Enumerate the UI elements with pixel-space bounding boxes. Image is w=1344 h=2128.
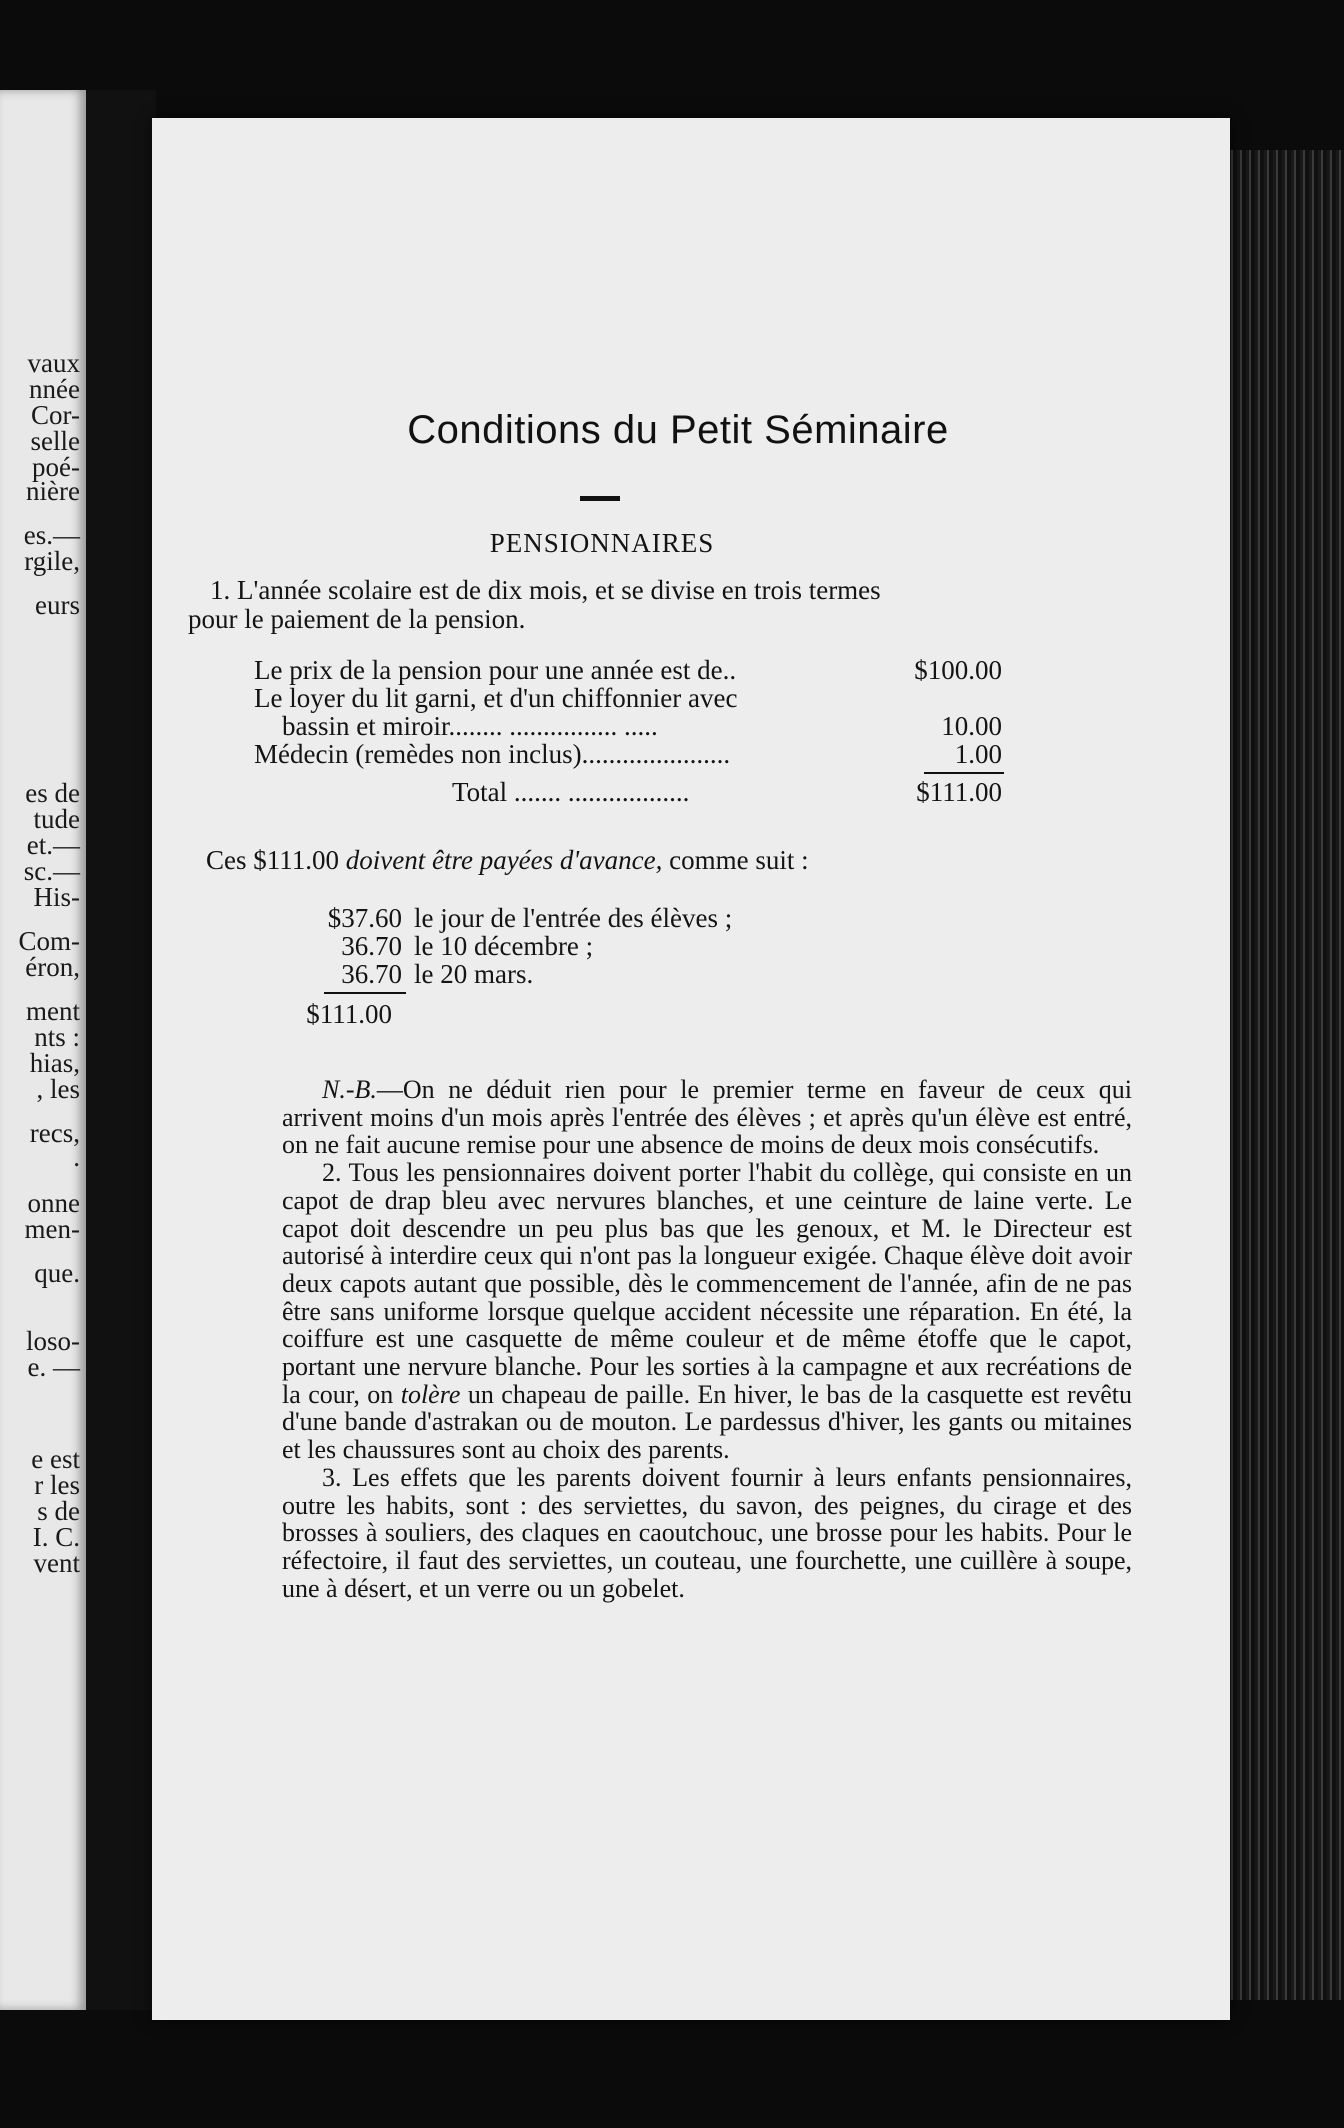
left-fragment-line: rgile, (24, 546, 80, 576)
advance-prefix: Ces $111.00 (206, 845, 339, 875)
paragraph-2-text-end: un chapeau de paille. En hiver, le bas de la casquette est revêtu d'une bande d'astrakan ou de mouton. Le pardessus d'hiver, les gants ou mitaines et les chaussures sont au choix des parents. (282, 1379, 1133, 1465)
left-fragment-line: es.— (23, 520, 80, 550)
left-fragment-line: hias, (29, 1048, 80, 1078)
schedule-amount: 36.70 (341, 959, 402, 989)
schedule-text: le 10 décembre ; (414, 931, 594, 961)
left-fragment-line: onne (27, 1188, 80, 1218)
left-fragment-line: nts : (34, 1022, 80, 1052)
left-fragment-line: . (73, 1142, 80, 1172)
intro-line-1: 1. L'année scolaire est de dix mois, et se divise en trois termes (210, 575, 881, 605)
schedule-text: le 20 mars. (414, 959, 534, 989)
left-fragment-line: recs, (29, 1118, 80, 1148)
section-heading: PENSIONNAIRES (489, 528, 715, 558)
fee-amount: 1.00 (954, 739, 1002, 769)
book-gutter (86, 90, 156, 2010)
left-fragment-line: e. — (27, 1352, 80, 1382)
left-fragment-line: tude (33, 804, 80, 834)
book-page (152, 118, 1230, 2020)
fee-amount: $100.00 (914, 655, 1002, 685)
left-fragment-line: e est (31, 1444, 80, 1474)
left-page-fragment (0, 90, 86, 2010)
left-fragment-line: Com- (18, 926, 80, 956)
left-fragment-line: loso- (26, 1326, 80, 1356)
intro-line-2: pour le paiement de la pension. (188, 604, 526, 634)
paragraph-2-text: 2. Tous les pensionnaires doivent porter l'habit du collège, qui consiste en un capot de drap bleu avec nervures blanches, et une ceinture de laine verte. Le capot doit descendre un peu plus bas que les genoux, et M. le Directeur est autorisé à interdire ceux qui n'ont pas la longueur exigée. Chaque élève doit avoir deux capots autant que possible, dès le commencement de l'année, afin de ne pas être sans uniforme lorsque quelque accident nécessite une réparation. En été, la coiffure est une casquette de même couleur et de même étoffe que le capot, portant une nervure blanche. Pour les sorties à la campagne et aux recréations de la cour, on (282, 1158, 1132, 1409)
fee-label: Le prix de la pension pour une année est de.. (254, 655, 737, 685)
left-fragment-line: His- (33, 882, 80, 912)
left-fragment-line: sc.— (23, 856, 80, 886)
left-fragment-line: , les (36, 1074, 80, 1104)
page-title: Conditions du Petit Séminaire (407, 408, 949, 452)
left-fragment-line: vaux (27, 348, 80, 378)
fee-label: Médecin (remèdes non inclus)...................... (254, 739, 731, 769)
schedule-amount: 36.70 (341, 931, 402, 961)
schedule-amount: $37.60 (327, 903, 402, 933)
page-edges (1228, 150, 1344, 2000)
body-text (282, 1076, 1132, 1602)
left-fragment-line: r les (34, 1470, 80, 1500)
left-fragment-line: que. (34, 1258, 80, 1288)
title-rule (580, 496, 620, 501)
left-fragment-line: vent (33, 1548, 80, 1578)
nb-text: —On ne déduit rien pour le premier terme en faveur de ceux qui arrivent moins d'un mois après l'entrée des élèves ; et après qu'un élève est entré, on ne fait aucune remise pour une absence de moins de deux mois consécutifs. (282, 1075, 1132, 1160)
left-fragment-line: eurs (35, 590, 80, 620)
schedule-total: $111.00 (306, 999, 392, 1029)
schedule-text: le jour de l'entrée des élèves ; (414, 903, 733, 933)
fee-amount: 10.00 (941, 711, 1002, 741)
left-fragment-line: éron, (25, 952, 80, 982)
fee-label: bassin et miroir........ ................ ..... (282, 711, 658, 741)
advance-line (206, 846, 809, 875)
left-fragment-line: nnée (29, 374, 80, 404)
fee-label: Le loyer du lit garni, et d'un chiffonnier avec (254, 683, 738, 713)
left-fragment-line: s de (37, 1496, 80, 1526)
left-fragment-line: I. C. (32, 1522, 80, 1552)
nb-paragraph (282, 1076, 1132, 1159)
left-fragment-line: men- (24, 1214, 80, 1244)
nb-label: N.-B. (322, 1075, 377, 1104)
schedule-sum-rule (324, 992, 406, 994)
total-label: Total ....... .................. (452, 777, 690, 807)
advance-italic: doivent être payées d'avance, (345, 845, 663, 875)
paragraph-3: 3. Les effets que les parents doivent fournir à leurs enfants pensionnaires, outre les habits, sont : des serviettes, du savon, des peignes, du cirage et des brosses à souliers, des claques en caoutchouc, une brosse pour les habits. Pour le réfectoire, il faut des serviettes, un couteau, une fourchette, une cuillère à soupe, une à désert, et un verre ou un gobelet. (282, 1462, 1132, 1603)
fees-sum-rule (924, 772, 1004, 774)
total-amount: $111.00 (916, 777, 1002, 807)
left-fragment-line: es de (25, 778, 80, 808)
left-fragment-line: ment (26, 996, 80, 1026)
paragraph-2-italic: tolère (400, 1379, 461, 1409)
left-fragment-line: Cor- (31, 400, 80, 430)
left-fragment-line: poé- (32, 452, 80, 482)
left-fragment-line: selle (30, 426, 80, 456)
advance-suffix: comme suit : (669, 845, 809, 875)
paragraph-2 (282, 1159, 1132, 1464)
left-fragment-line: et.— (26, 830, 80, 860)
left-fragment-line: nière (26, 476, 80, 506)
